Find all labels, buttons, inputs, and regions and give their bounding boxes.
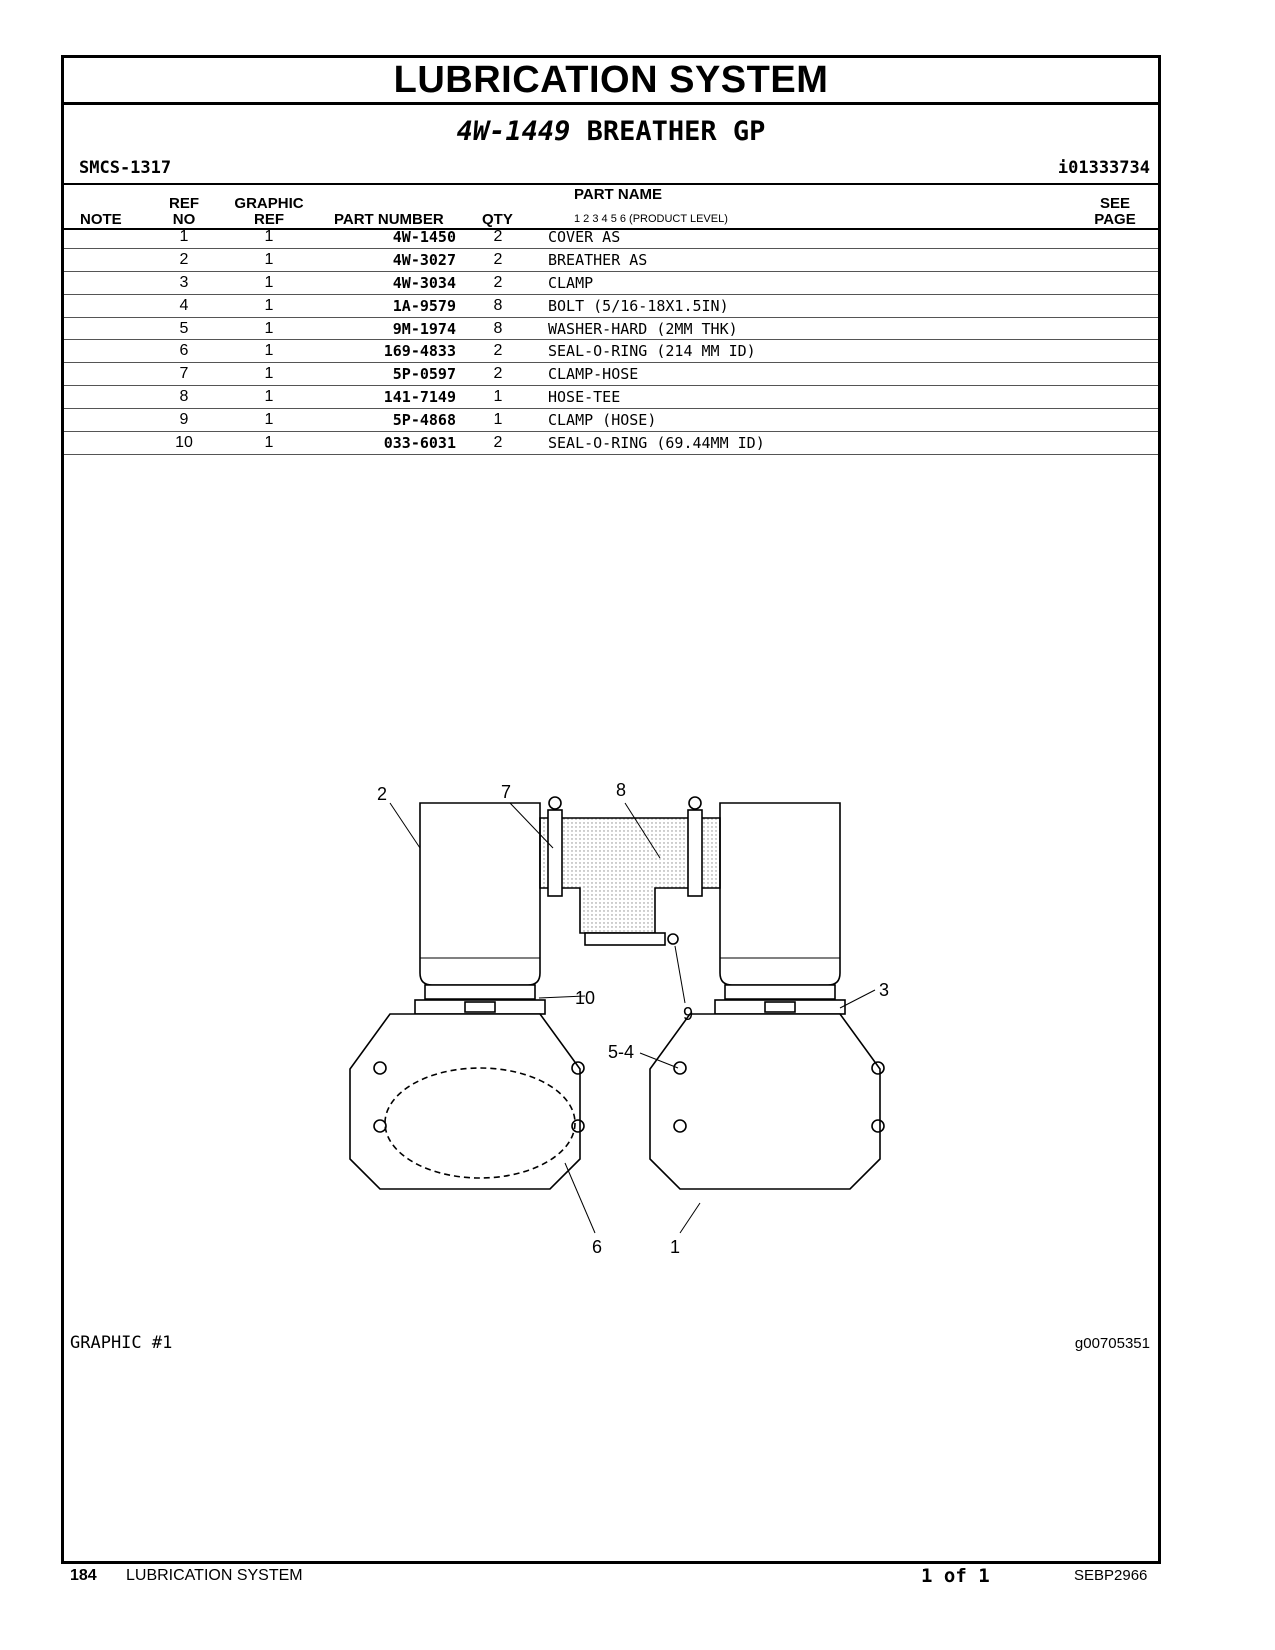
col-ref-no: REF NO [169,195,199,228]
ref-no-cell: 10 [175,434,193,452]
ref-no-cell: 3 [179,273,189,291]
footer-page-of: 1 of 1 [921,1565,990,1587]
parts-table-body [64,226,1158,455]
table-row [64,386,1158,409]
qty-cell: 2 [493,434,503,452]
section-title: LUBRICATION SYSTEM [64,58,1158,105]
part-number-cell: 5P-4868 [392,411,456,430]
col-graphic-ref: GRAPHIC REF [234,195,304,228]
graphic-ref-cell: 1 [264,365,274,383]
qty-cell: 2 [493,273,503,291]
graphic-ref-cell: 1 [264,411,274,429]
table-row [64,363,1158,386]
callout-3: 3 [879,980,890,1000]
illustration-id: i01333734 [1057,158,1150,178]
part-number-cell: 1A-9579 [392,296,456,315]
ref-no-cell: 7 [179,365,189,383]
ref-no-cell: 8 [179,388,189,406]
group-title [64,116,1158,147]
callout-2: 2 [377,784,388,804]
graphic-ref-cell: 1 [264,434,274,452]
part-number-cell: 141-7149 [383,388,456,407]
table-header [64,183,1158,230]
ref-no-cell: 2 [179,250,189,268]
callout-8: 8 [616,780,627,800]
right-cover [650,1014,880,1189]
qty-cell: 1 [493,411,503,429]
part-name-cell: SEAL-O-RING (214 MM ID) [548,342,756,361]
graphic-ref-cell: 1 [264,388,274,406]
graphic-ref-cell: 1 [264,342,274,360]
part-name-cell: SEAL-O-RING (69.44MM ID) [548,434,765,453]
part-number-cell: 4W-1450 [392,228,456,246]
graphic-id: g00705351 [1074,1335,1150,1352]
part-name-cell: COVER AS [548,228,621,246]
graphic-ref-cell: 1 [264,273,274,291]
group-name: BREATHER GP [586,116,766,147]
callout-6: 6 [592,1237,603,1257]
qty-cell: 2 [493,228,503,245]
graphic-ref-cell: 1 [264,250,274,268]
table-row [64,318,1158,341]
smcs-code: SMCS-1317 [79,158,172,178]
table-row [64,226,1158,249]
footer-page-number: 184 [70,1567,97,1584]
part-name-cell: BREATHER AS [548,250,648,269]
qty-cell: 2 [493,342,503,360]
part-name-cell: HOSE-TEE [548,388,621,407]
col-qty: QTY [482,211,513,228]
footer-doc-id: SEBP2966 [1074,1567,1148,1584]
table-row [64,272,1158,295]
col-see-page: SEE PAGE [1094,195,1136,228]
qty-cell: 2 [493,250,503,268]
table-row [64,432,1158,455]
page-frame [61,55,1161,1564]
part-number-cell: 169-4833 [383,342,456,361]
ref-no-cell: 1 [179,228,189,245]
callout-10: 10 [575,988,596,1008]
graphic-ref-cell: 1 [264,296,274,314]
qty-cell: 8 [493,296,503,314]
part-number-cell: 9M-1974 [392,319,456,338]
breather-group-illustration [295,718,915,1278]
part-name-cell: CLAMP (HOSE) [548,411,657,430]
table-row [64,409,1158,432]
col-note: NOTE [80,211,122,228]
table-row [64,295,1158,318]
part-number-cell: 4W-3027 [392,250,456,269]
callout-1: 1 [670,1237,681,1257]
qty-cell: 2 [493,365,503,383]
col-part-name: PART NAME [574,186,663,203]
part-name-cell: BOLT (5/16-18X1.5IN) [548,296,729,315]
part-name-cell: WASHER-HARD (2MM THK) [548,319,738,338]
ref-no-cell: 4 [179,296,189,314]
qty-cell: 8 [493,319,503,337]
table-row [64,340,1158,363]
callout-9: 9 [683,1004,694,1024]
part-name-cell: CLAMP [548,273,594,292]
ref-no-cell: 6 [179,342,189,360]
part-number-cell: 033-6031 [383,434,456,453]
part-name-cell: CLAMP-HOSE [548,365,639,384]
callout-7: 7 [501,782,512,802]
group-part-number: 4W-1449 [456,116,571,147]
qty-cell: 1 [493,388,503,406]
table-row [64,249,1158,272]
callout-5-4: 5-4 [608,1042,635,1062]
graphic-label: GRAPHIC #1 [70,1333,173,1353]
ref-no-cell: 9 [179,411,189,429]
graphic-ref-cell: 1 [264,228,274,245]
ref-no-cell: 5 [179,319,189,337]
part-number-cell: 4W-3034 [392,273,456,292]
part-number-cell: 5P-0597 [392,365,456,384]
footer-section: LUBRICATION SYSTEM [126,1567,303,1584]
col-product-levels: 1 2 3 4 5 6 (PRODUCT LEVEL) [574,213,728,225]
graphic-ref-cell: 1 [264,319,274,337]
col-part-number: PART NUMBER [334,211,444,228]
